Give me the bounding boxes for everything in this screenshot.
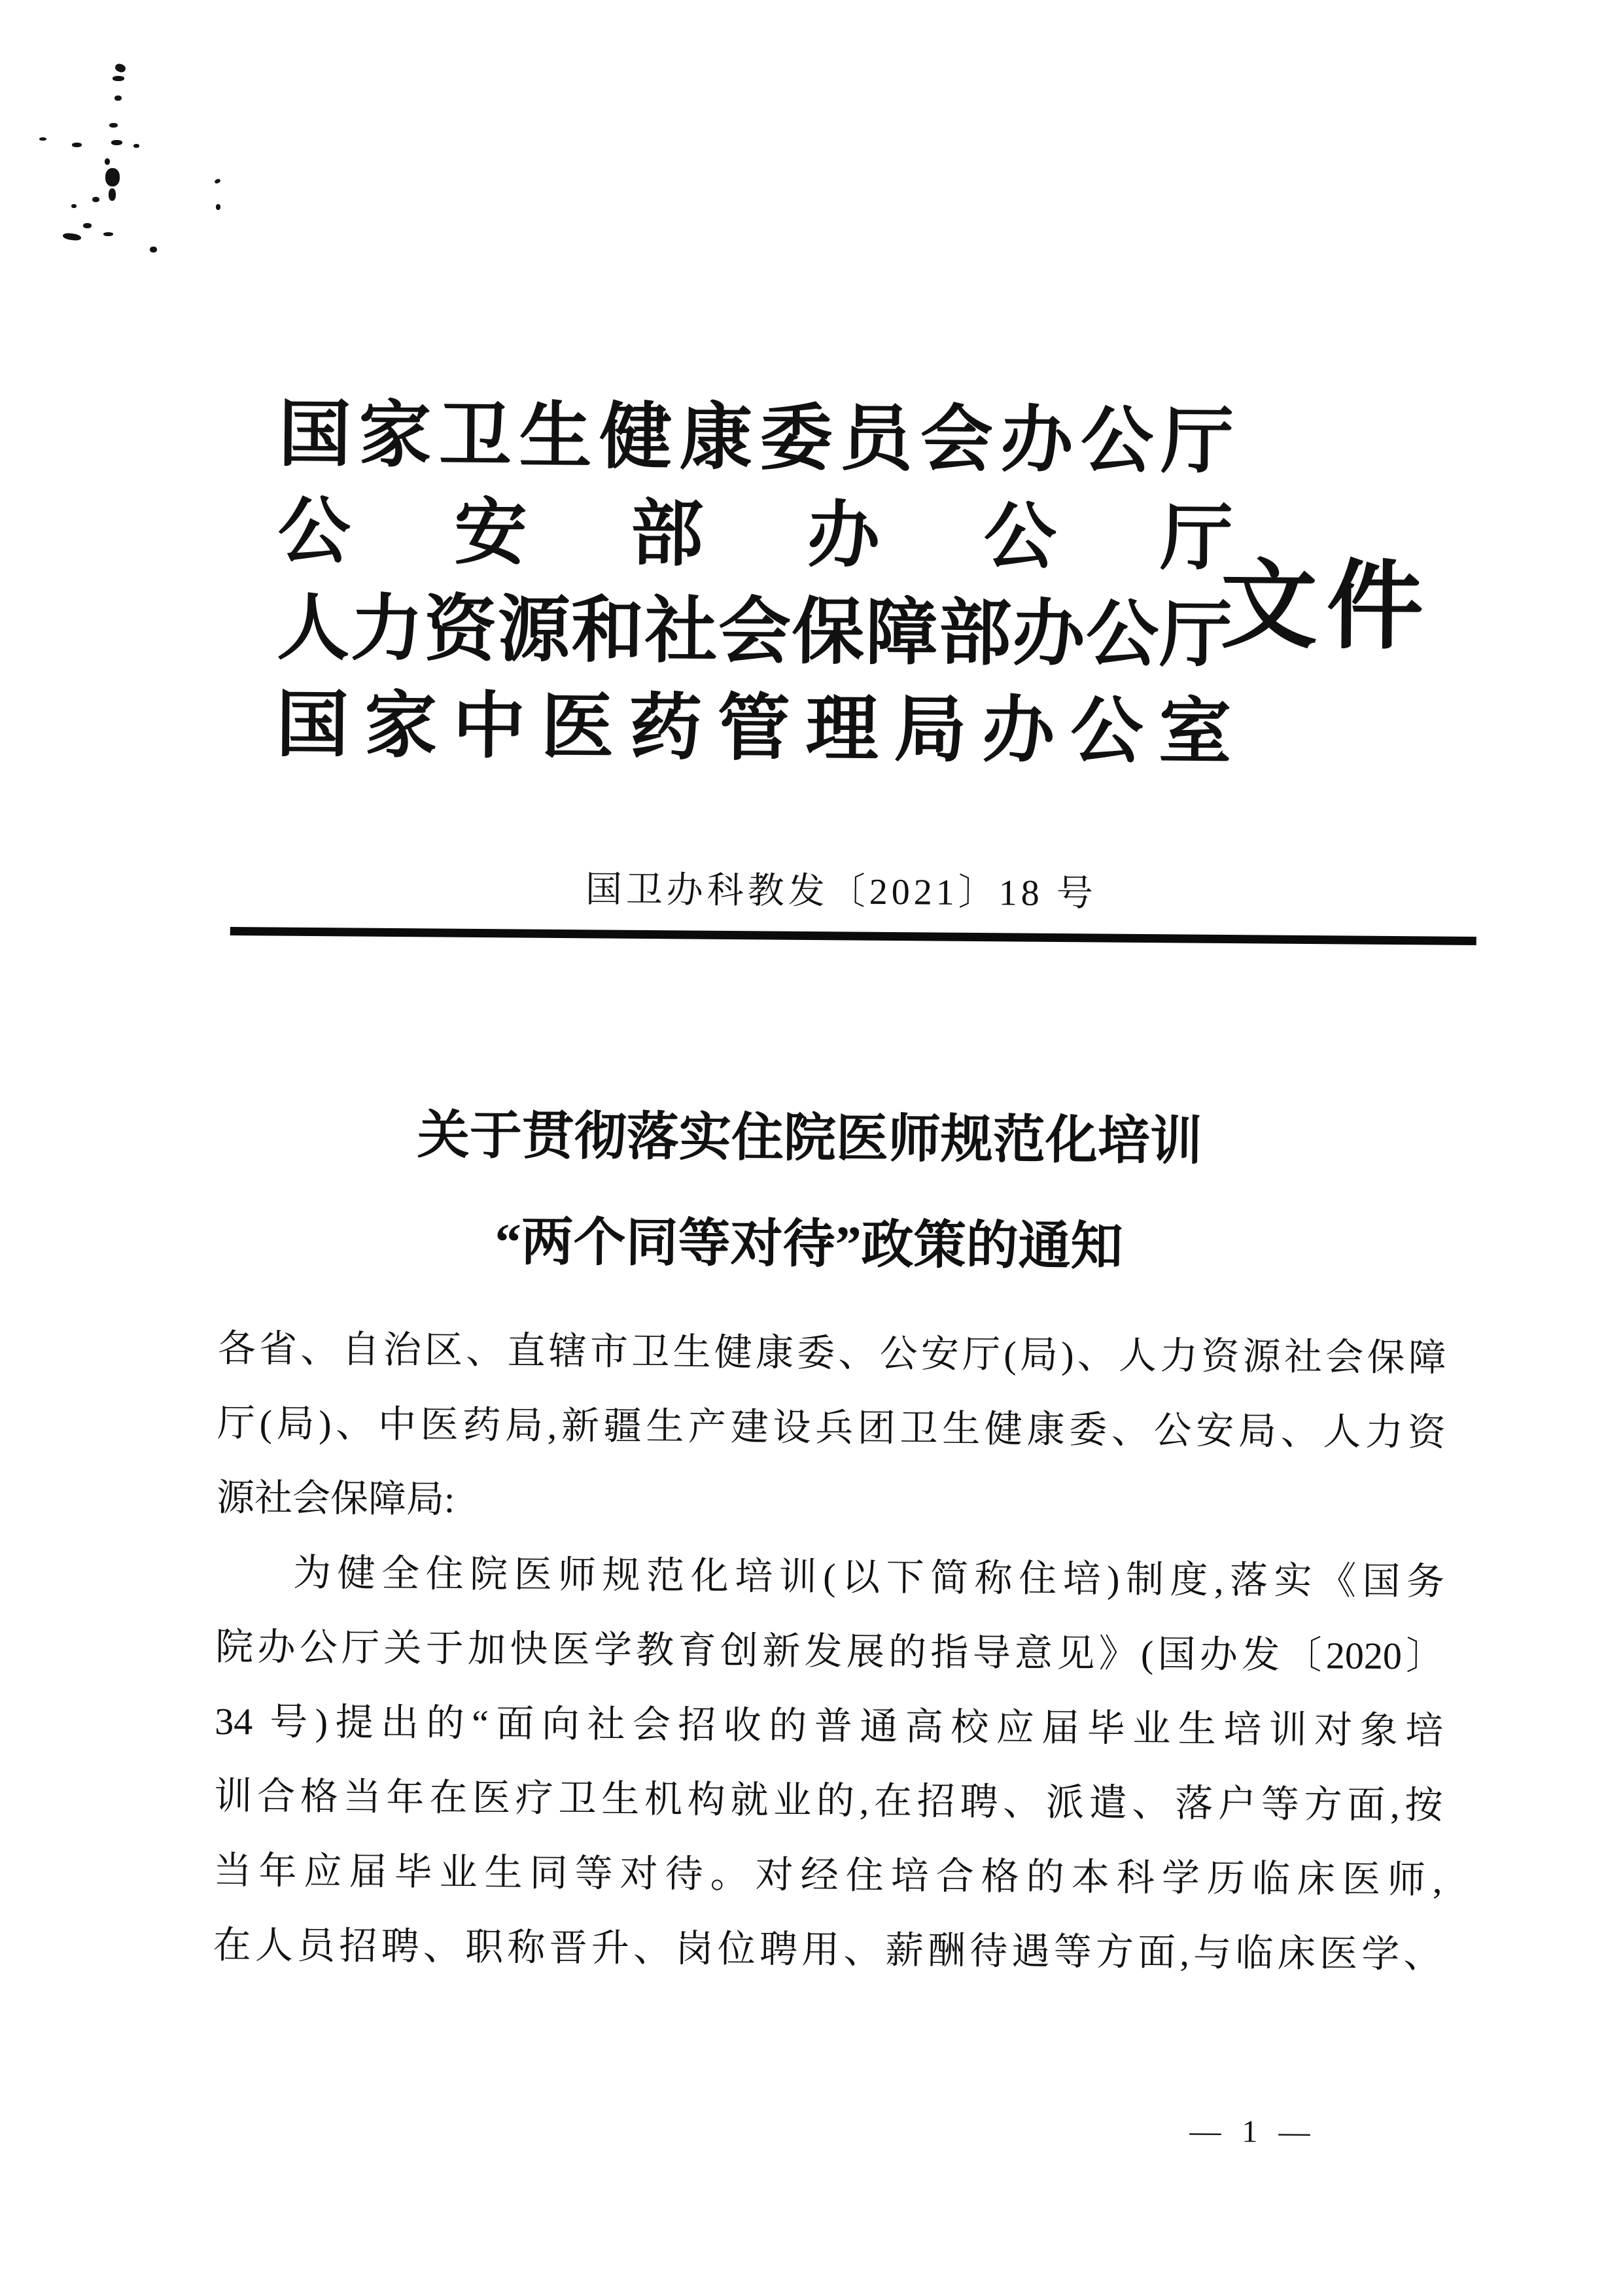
body-line: 为健全住院医师规范化培训(以下简称住培)制度,落实《国务 [292,1551,1445,1603]
body-line: 源社会保障局: [216,1476,455,1521]
document-title-line-1: 关于贯彻落实住院医师规范化培训 [417,1107,1203,1171]
page-number: — 1 — [1189,2113,1317,2150]
letterhead-agency-line-3: 人力资源和社会保障部办公厅 [276,588,1232,677]
body-line: 厅(局)、中医药局,新疆生产建设兵团卫生健康委、公安局、人力资 [217,1401,1446,1454]
letterhead [276,387,1234,782]
document-title [0,1079,1622,1304]
body-line: 各省、自治区、直辖市卫生健康委、公安厅(局)、人力资源社会保障 [217,1327,1447,1380]
body-line: 训合格当年在医疗卫生机构就业的,在招聘、派遣、落户等方面,按 [214,1774,1443,1827]
doc-number: 国卫办科教发〔2021〕18 号 [585,869,1098,914]
document-body [213,1312,1446,1992]
letterhead-agency-line-4: 国家中医药管理局办公室 [275,685,1232,774]
body-line: 院办公厅关于加快医学教育创新发展的指导意见》(国办发〔2020〕 [215,1625,1444,1678]
letterhead-agency-line-2: 公安部办公厅 [277,491,1234,580]
divider-rule [230,927,1476,945]
body-line: 34 号)提出的“面向社会招收的普通高校应届毕业生培训对象培 [215,1699,1444,1752]
body-line: 当年应届毕业生同等对待。对经住培合格的本科学历临床医师, [213,1849,1442,1902]
doc-type-label: 文件 [1220,552,1433,662]
letterhead-agency-line-1: 国家卫生健康委员会办公厅 [278,394,1234,483]
document-title-line-2: “两个同等对待”政策的通知 [495,1213,1123,1276]
body-line: 在人员招聘、职称晋升、岗位聘用、薪酬待遇等方面,与临床医学、 [213,1923,1442,1976]
